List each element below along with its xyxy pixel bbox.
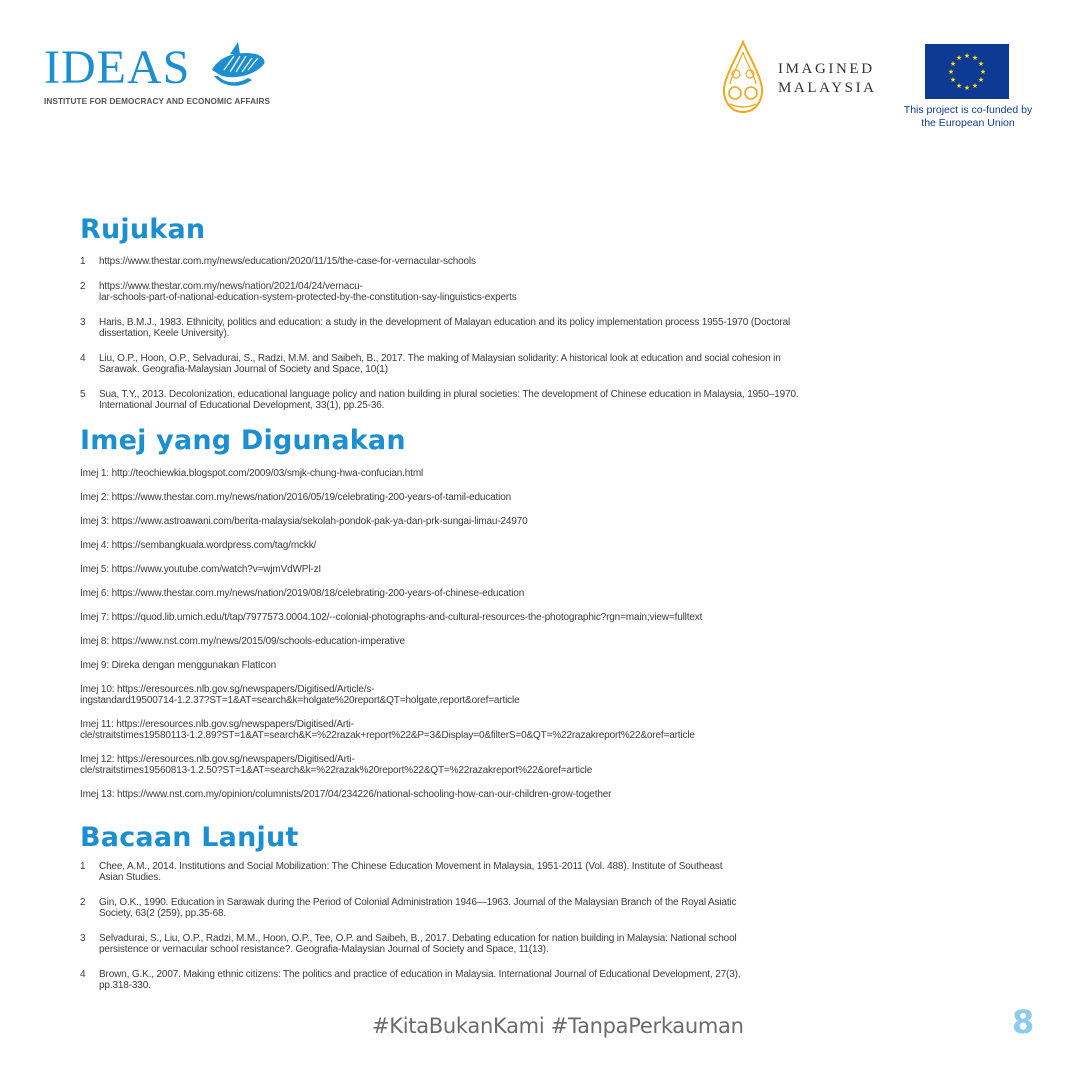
image-credit-11[interactable]: Imej 11: https://eresources.nlb.gov.sg/newspapers/Digitised/Arti- cle/straitstimes19580113-1.2.89?ST=1&AT=search&K=%22razak+report%22&P=3&Display=0&filterS=0&QT=%22razakreport%22&oref=article — [80, 719, 695, 741]
item-number: 2 — [80, 897, 86, 908]
imagined-malaysia-line2: MALAYSIA — [778, 80, 877, 96]
list-item — [80, 256, 819, 267]
item-number: 5 — [80, 389, 86, 400]
item-number: 1 — [80, 861, 86, 872]
list-item — [80, 353, 819, 375]
list-item — [80, 969, 759, 991]
section-title-imej: Imej yang Digunakan — [80, 425, 406, 456]
eu-stars-icon — [925, 44, 1009, 99]
svg-text:★: ★ — [963, 84, 971, 92]
imagined-malaysia-logo — [720, 40, 895, 116]
svg-text:★: ★ — [977, 76, 985, 84]
svg-text:★: ★ — [947, 68, 955, 76]
eu-flag — [925, 44, 1009, 99]
reference-text: Sua, T.Y., 2013. Decolonization, educational language policy and nation building in plural societies: The development of Chinese education in Malaysia, 1950–1970. International Journal of Educational Development, 33(1), pp.25-36. — [99, 389, 799, 411]
image-credit-4[interactable]: Imej 4: https://sembangkuala.wordpress.com/tag/mckk/ — [80, 540, 317, 551]
imagined-malaysia-line1: IMAGINED — [778, 61, 875, 77]
eu-cofunded-caption: This project is co-funded by the European Union — [903, 104, 1033, 129]
image-credit-1[interactable]: Imej 1: http://teochiewkia.blogspot.com/2009/03/smjk-chung-hwa-confucian.html — [80, 468, 424, 479]
image-credit-7[interactable]: Imej 7: https://quod.lib.umich.edu/t/tap/7977573.0004.102/--colonial-photographs-and-cultural-resources-the-photographic?rgn=main;view=fulltext — [80, 612, 703, 623]
ideas-logo — [44, 40, 274, 110]
reading-text: Brown, G.K., 2007. Making ethnic citizens: The politics and practice of education in Malaysia. International Journal of Educational Development, 27(3), pp.318-330. — [99, 969, 741, 991]
reading-text: Chee, A.M., 2014. Institutions and Social Mobilization: The Chinese Education Movement in Malaysia, 1951-2011 (Vol. 488). Institute of Southeast Asian Studies. — [99, 861, 723, 883]
image-credit-9: Imej 9: Direka dengan menggunakan FlatIcon — [80, 660, 277, 671]
svg-text:★: ★ — [979, 68, 987, 76]
item-number: 2 — [80, 281, 86, 292]
reference-link[interactable]: https://www.thestar.com.my/news/nation/2021/04/24/vernacu- lar-schools-part-of-national-education-system-protected-by-the-constitution-say-linguistics-experts — [99, 281, 517, 303]
svg-text:★: ★ — [949, 76, 957, 84]
image-credit-2[interactable]: Imej 2: https://www.thestar.com.my/news/nation/2016/05/19/celebrating-200-years-of-tamil-education — [80, 492, 512, 503]
page-number: 8 — [1012, 1003, 1035, 1041]
list-item — [80, 389, 819, 411]
reference-text: Haris, B.M.J., 1983. Ethnicity, politics and education: a study in the development of Malayan education and its policy implementation process 1955-1970 (Doctoral dissertation, Keele University). — [99, 317, 791, 339]
reading-text: Selvadurai, S., Liu, O.P., Radzi, M.M., Hoon, O.P., Tee, O.P. and Saibeh, B., 2017. Debating education for nation building in Malaysia: National school persistence or vernacular school resistance?. Geografia-Malaysian Journal of Society and Space, 11(13). — [99, 933, 737, 955]
reference-text: Liu, O.P., Hoon, O.P., Selvadurai, S., Radzi, M.M. and Saibeh, B., 2017. The making of Malaysian solidarity: A historical look at education and social cohesion in Sarawak. Geografia-Malaysian Journal of Society and Space, 10(1) — [99, 353, 781, 375]
item-number: 3 — [80, 933, 86, 944]
image-credit-13[interactable]: Imej 13: https://www.nst.com.my/opinion/columnists/2017/04/234226/national-schooling-how-can-our-children-grow-together — [80, 789, 612, 800]
svg-text:★: ★ — [963, 52, 971, 60]
list-item — [80, 317, 819, 339]
reading-text: Gin, O.K., 1990. Education in Sarawak during the Period of Colonial Administration 1946—1963. Journal of the Malaysian Branch of the Royal Asiatic Society, 63(2 (259), pp.35-68. — [99, 897, 737, 919]
section-title-bacaan-lanjut: Bacaan Lanjut — [80, 822, 299, 853]
ideas-logo-subtitle: INSTITUTE FOR DEMOCRACY AND ECONOMIC AFFAIRS — [44, 97, 271, 106]
image-credit-6[interactable]: Imej 6: https://www.thestar.com.my/news/nation/2019/08/18/celebrating-200-years-of-chinese-education — [80, 588, 525, 599]
image-credit-10[interactable]: Imej 10: https://eresources.nlb.gov.sg/newspapers/Digitised/Article/s- ingstandard19500714-1.2.37?ST=1&AT=search&k=holgate%20report&QT=holgate,report&oref=article — [80, 684, 520, 706]
image-credit-3[interactable]: Imej 3: https://www.astroawani.com/berita-malaysia/sekolah-pondok-pak-ya-dan-prk-sungai-limau-24970 — [80, 516, 528, 527]
rujukan-list — [80, 256, 819, 411]
image-credit-5[interactable]: Imej 5: https://www.youtube.com/watch?v=wjmVdWPl-zI — [80, 564, 322, 575]
svg-text:★: ★ — [977, 60, 985, 68]
svg-text:★: ★ — [949, 60, 957, 68]
svg-text:★: ★ — [955, 82, 963, 90]
list-item — [80, 281, 819, 303]
svg-text:★: ★ — [971, 54, 979, 62]
item-number: 4 — [80, 969, 86, 980]
section-title-rujukan: Rujukan — [80, 214, 206, 245]
list-item — [80, 861, 759, 883]
item-number: 1 — [80, 256, 86, 267]
list-item — [80, 897, 759, 919]
svg-text:★: ★ — [955, 54, 963, 62]
image-credit-12[interactable]: Imej 12: https://eresources.nlb.gov.sg/newspapers/Digitised/Arti- cle/straitstimes19560813-1.2.50?ST=1&AT=search&k=%22razak%20report%22&QT=%22razakreport%22&oref=article — [80, 754, 593, 776]
ideas-logo-word: IDEAS — [44, 41, 191, 94]
image-credit-8[interactable]: Imej 8: https://www.nst.com.my/news/2015/09/schools-education-imperative — [80, 636, 405, 647]
dove-icon — [204, 40, 268, 92]
reference-link[interactable]: https://www.thestar.com.my/news/education/2020/11/15/the-case-for-vernacular-schools — [99, 256, 476, 267]
item-number: 4 — [80, 353, 86, 364]
svg-text:★: ★ — [971, 82, 979, 90]
footer-hashtags: #KitaBukanKami #TanpaPerkauman — [372, 1014, 744, 1038]
wayang-emblem-icon — [720, 40, 766, 114]
list-item — [80, 933, 759, 955]
bacaan-lanjut-list — [80, 861, 759, 991]
item-number: 3 — [80, 317, 86, 328]
image-credits-list — [80, 468, 840, 800]
